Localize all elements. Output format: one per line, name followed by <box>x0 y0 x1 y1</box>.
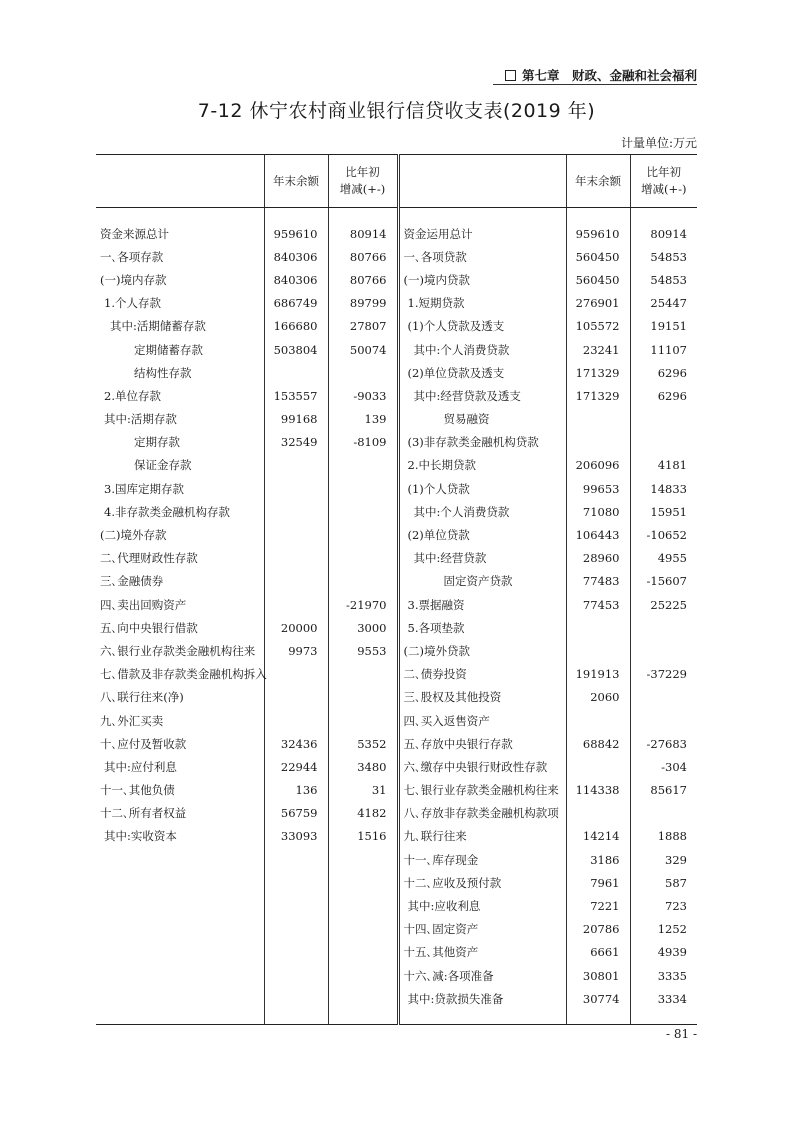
source-item-label: 二､代理财政性存款 <box>100 551 198 566</box>
table-row <box>96 779 697 802</box>
use-balance-value: 560450 <box>566 245 630 268</box>
source-change-value <box>328 941 398 964</box>
source-balance-value: 840306 <box>264 268 328 291</box>
credit-table <box>96 154 697 1025</box>
use-balance-value <box>566 709 630 732</box>
source-item-label: 2.单位存款 <box>104 388 161 403</box>
source-balance-value <box>264 663 328 686</box>
use-balance-value: 23241 <box>566 338 630 361</box>
source-balance-value <box>264 871 328 894</box>
table-body <box>96 208 697 1025</box>
use-item-label: 十六､减:各项准备 <box>403 968 494 983</box>
source-change-value <box>328 709 398 732</box>
source-item-label: 资金来源总计 <box>100 226 169 241</box>
source-change-value: 50074 <box>328 338 398 361</box>
table-row <box>96 408 697 431</box>
source-balance-value <box>264 500 328 523</box>
header-change-right <box>630 155 697 208</box>
table-row <box>96 454 697 477</box>
use-item-label: 一､各项贷款 <box>403 249 467 264</box>
header-change-line1: 比年初 <box>646 165 681 179</box>
table-bottom-cell <box>264 1010 328 1025</box>
use-item-label: (二)境外贷款 <box>403 643 470 658</box>
use-balance-value: 959610 <box>566 208 630 246</box>
table-bottom-cell <box>398 1010 566 1025</box>
source-balance-value: 686749 <box>264 292 328 315</box>
source-balance-value <box>264 848 328 871</box>
source-change-value: 80766 <box>328 245 398 268</box>
source-change-value <box>328 871 398 894</box>
table-bottom-cell <box>630 1010 697 1025</box>
source-balance-value: 959610 <box>264 208 328 246</box>
source-balance-value: 9973 <box>264 639 328 662</box>
source-change-value <box>328 987 398 1010</box>
header-change-line1: 比年初 <box>345 165 380 179</box>
source-balance-value <box>264 941 328 964</box>
use-item-label: 1.短期贷款 <box>407 296 465 311</box>
source-change-value <box>328 454 398 477</box>
use-change-value: 54853 <box>630 245 697 268</box>
use-item-label: 固定资产贷款 <box>443 574 513 589</box>
source-item-label: 七､借款及非存款类金融机构拆入 <box>100 667 267 682</box>
source-item-label <box>96 941 264 964</box>
use-balance-value: 171329 <box>566 361 630 384</box>
table-bottom-cell <box>96 1010 264 1025</box>
use-change-value: 15951 <box>630 500 697 523</box>
source-balance-value: 33093 <box>264 825 328 848</box>
use-change-value <box>630 709 697 732</box>
source-balance-value: 166680 <box>264 315 328 338</box>
use-balance-value: 106443 <box>566 523 630 546</box>
source-item-label: 五､向中央银行借款 <box>100 620 198 635</box>
source-item-label: 十一､其他负债 <box>100 783 175 798</box>
use-balance-value: 6661 <box>566 941 630 964</box>
source-change-value: 27807 <box>328 315 398 338</box>
use-item-label: 六､缴存中央银行财政性存款 <box>403 759 548 774</box>
source-item-label: 其中:活期存款 <box>104 412 177 427</box>
table-header-row <box>96 155 697 208</box>
use-item-label: (3)非存款类金融机构贷款 <box>407 435 539 450</box>
table-row <box>96 616 697 639</box>
use-item-label: 四､买入返售资产 <box>403 713 490 728</box>
unit-label: 计量单位:万元 <box>620 136 697 150</box>
source-change-value <box>328 686 398 709</box>
use-balance-value <box>566 431 630 454</box>
use-balance-value <box>566 616 630 639</box>
source-item-label: 其中:应付利息 <box>104 759 177 774</box>
credit-table-wrap <box>96 154 697 1025</box>
source-item-label: 保证金存款 <box>134 458 192 473</box>
use-change-value: 4181 <box>630 454 697 477</box>
table-row <box>96 802 697 825</box>
chapter-title: 第七章 财政、金融和社会福利 <box>521 68 697 83</box>
use-balance-value: 30774 <box>566 987 630 1010</box>
source-change-value: 3000 <box>328 616 398 639</box>
source-change-value <box>328 547 398 570</box>
source-item-label: 三､金融债券 <box>100 574 164 589</box>
table-row <box>96 755 697 778</box>
table-row <box>96 987 697 1010</box>
page-title: 7-12 休宁农村商业银行信贷收支表(2019 年) <box>197 100 596 122</box>
use-change-value: 85617 <box>630 779 697 802</box>
source-change-value <box>328 523 398 546</box>
source-item-label: 八､联行往来(净) <box>100 690 184 705</box>
source-item-label <box>96 964 264 987</box>
source-change-value <box>328 848 398 871</box>
use-balance-value: 30801 <box>566 964 630 987</box>
use-item-label: 十五､其他资产 <box>403 945 479 960</box>
table-row <box>96 941 697 964</box>
source-balance-value <box>264 570 328 593</box>
use-balance-value <box>566 639 630 662</box>
source-change-value: 80914 <box>328 208 398 246</box>
source-balance-value <box>264 361 328 384</box>
source-item-label: 一､各项存款 <box>100 249 164 264</box>
use-item-label: 贸易融资 <box>443 412 490 427</box>
use-item-label: (一)境内贷款 <box>403 272 470 287</box>
use-item-label: 5.各项垫款 <box>407 620 465 635</box>
table-bottom-cell <box>328 1010 398 1025</box>
use-change-value <box>630 408 697 431</box>
use-change-value: -27683 <box>630 732 697 755</box>
source-item-label: 其中:活期储蓄存款 <box>110 319 206 334</box>
use-change-value: -304 <box>630 755 697 778</box>
source-item-label: 结构性存款 <box>134 365 192 380</box>
source-item-label: (二)境外存款 <box>100 528 167 543</box>
source-item-label: 定期储蓄存款 <box>134 342 203 357</box>
use-change-value <box>630 431 697 454</box>
use-balance-value: 171329 <box>566 384 630 407</box>
source-item-label: 3.国库定期存款 <box>104 481 184 496</box>
source-item-label <box>96 848 264 871</box>
source-item-label <box>96 894 264 917</box>
use-change-value: -37229 <box>630 663 697 686</box>
source-change-value <box>328 500 398 523</box>
use-change-value: 6296 <box>630 384 697 407</box>
source-item-label: 其中:实收资本 <box>104 829 177 844</box>
use-balance-value: 2060 <box>566 686 630 709</box>
source-item-label: 4.非存款类金融机构存款 <box>104 504 230 519</box>
table-row <box>96 663 697 686</box>
use-change-value: 80914 <box>630 208 697 246</box>
source-change-value: 31 <box>328 779 398 802</box>
source-change-value <box>328 361 398 384</box>
use-change-value: 11107 <box>630 338 697 361</box>
use-balance-value: 3186 <box>566 848 630 871</box>
use-change-value: 3334 <box>630 987 697 1010</box>
use-item-label: 七､银行业存款类金融机构往来 <box>403 783 559 798</box>
use-item-label: 其中:个人消费贷款 <box>413 504 510 519</box>
table-row <box>96 245 697 268</box>
source-balance-value: 840306 <box>264 245 328 268</box>
table-row <box>96 338 697 361</box>
use-change-value: -10652 <box>630 523 697 546</box>
source-change-value: 5352 <box>328 732 398 755</box>
use-balance-value: 77483 <box>566 570 630 593</box>
use-item-label: 五､存放中央银行存款 <box>403 736 513 751</box>
source-change-value <box>328 918 398 941</box>
source-balance-value <box>264 686 328 709</box>
use-change-value <box>630 802 697 825</box>
table-row <box>96 639 697 662</box>
use-change-value: 54853 <box>630 268 697 291</box>
use-item-label: 八､存放非存款类金融机构款项 <box>403 806 559 821</box>
header-rule <box>493 84 697 85</box>
source-item-label <box>96 987 264 1010</box>
use-item-label: 资金运用总计 <box>403 226 473 241</box>
use-item-label: 九､联行往来 <box>403 829 467 844</box>
table-row <box>96 964 697 987</box>
use-change-value: 25447 <box>630 292 697 315</box>
use-change-value: 19151 <box>630 315 697 338</box>
use-change-value: 329 <box>630 848 697 871</box>
source-balance-value <box>264 987 328 1010</box>
use-balance-value: 14214 <box>566 825 630 848</box>
table-row <box>96 593 697 616</box>
source-item-label: 十二､所有者权益 <box>100 806 187 821</box>
use-balance-value: 7961 <box>566 871 630 894</box>
table-row <box>96 431 697 454</box>
use-change-value: 4939 <box>630 941 697 964</box>
source-balance-value: 32549 <box>264 431 328 454</box>
table-row <box>96 547 697 570</box>
source-change-value: -21970 <box>328 593 398 616</box>
header-change-line2: 增减(+-) <box>641 182 687 196</box>
source-balance-value <box>264 454 328 477</box>
use-change-value: 6296 <box>630 361 697 384</box>
source-item-label <box>96 871 264 894</box>
table-row <box>96 500 697 523</box>
use-balance-value: 68842 <box>566 732 630 755</box>
use-balance-value: 105572 <box>566 315 630 338</box>
use-balance-value <box>566 755 630 778</box>
header-blank-left <box>96 155 264 208</box>
source-change-value <box>328 663 398 686</box>
source-item-label: 四､卖出回购资产 <box>100 597 187 612</box>
use-change-value: 1252 <box>630 918 697 941</box>
header-change-left <box>328 155 398 208</box>
use-item-label: 2.中长期贷款 <box>407 458 476 473</box>
table-row <box>96 871 697 894</box>
source-item-label <box>96 918 264 941</box>
source-change-value: 80766 <box>328 268 398 291</box>
table-row <box>96 894 697 917</box>
use-balance-value: 99653 <box>566 477 630 500</box>
source-balance-value: 56759 <box>264 802 328 825</box>
use-change-value: -15607 <box>630 570 697 593</box>
use-item-label: 其中:经营贷款 <box>413 551 487 566</box>
source-balance-value: 136 <box>264 779 328 802</box>
use-balance-value: 20786 <box>566 918 630 941</box>
source-balance-value: 32436 <box>264 732 328 755</box>
use-balance-value: 276901 <box>566 292 630 315</box>
use-item-label: 其中:经营贷款及透支 <box>413 388 521 403</box>
source-item-label: 十､应付及暂收款 <box>100 736 187 751</box>
use-change-value: 14833 <box>630 477 697 500</box>
use-change-value <box>630 639 697 662</box>
source-change-value: 139 <box>328 408 398 431</box>
table-row <box>96 315 697 338</box>
table-row <box>96 686 697 709</box>
use-balance-value: 71080 <box>566 500 630 523</box>
table-row <box>96 918 697 941</box>
use-item-label: 其中:个人消费贷款 <box>413 342 510 357</box>
table-row <box>96 292 697 315</box>
source-change-value <box>328 964 398 987</box>
use-change-value: 25225 <box>630 593 697 616</box>
use-balance-value <box>566 802 630 825</box>
source-balance-value: 20000 <box>264 616 328 639</box>
source-change-value: 89799 <box>328 292 398 315</box>
source-change-value <box>328 894 398 917</box>
use-item-label: 其中:应收利息 <box>407 899 481 914</box>
chapter-header <box>505 66 697 84</box>
source-balance-value: 22944 <box>264 755 328 778</box>
source-balance-value: 153557 <box>264 384 328 407</box>
table-row <box>96 268 697 291</box>
use-balance-value: 560450 <box>566 268 630 291</box>
use-item-label: 十一､库存现金 <box>403 852 479 867</box>
use-item-label: (1)个人贷款及透支 <box>407 319 505 334</box>
source-balance-value <box>264 477 328 500</box>
use-change-value: 1888 <box>630 825 697 848</box>
table-row <box>96 523 697 546</box>
header-balance-left: 年末余额 <box>264 155 328 208</box>
use-change-value: 3335 <box>630 964 697 987</box>
source-balance-value <box>264 918 328 941</box>
table-row <box>96 709 697 732</box>
source-change-value <box>328 570 398 593</box>
use-item-label: 十四､固定资产 <box>403 922 479 937</box>
table-row <box>96 732 697 755</box>
source-item-label: 1.个人存款 <box>104 296 161 311</box>
source-change-value <box>328 477 398 500</box>
source-balance-value <box>264 709 328 732</box>
table-row <box>96 477 697 500</box>
header-balance-right: 年末余额 <box>566 155 630 208</box>
use-balance-value: 28960 <box>566 547 630 570</box>
page-number: - 81 - <box>665 1027 697 1041</box>
use-balance-value: 191913 <box>566 663 630 686</box>
table-row <box>96 825 697 848</box>
source-balance-value <box>264 964 328 987</box>
use-balance-value: 206096 <box>566 454 630 477</box>
use-balance-value: 77453 <box>566 593 630 616</box>
source-change-value: 9553 <box>328 639 398 662</box>
source-balance-value: 503804 <box>264 338 328 361</box>
use-change-value <box>630 616 697 639</box>
use-item-label: (2)单位贷款及透支 <box>407 365 505 380</box>
use-item-label: (1)个人贷款 <box>407 481 470 496</box>
source-change-value: 1516 <box>328 825 398 848</box>
table-bottom-row <box>96 1010 697 1025</box>
source-change-value: -8109 <box>328 431 398 454</box>
source-change-value: 3480 <box>328 755 398 778</box>
checkbox-square-icon <box>505 70 516 81</box>
use-balance-value: 7221 <box>566 894 630 917</box>
source-balance-value <box>264 547 328 570</box>
use-item-label: 二､债券投资 <box>403 667 467 682</box>
source-item-label: (一)境内存款 <box>100 272 167 287</box>
table-row <box>96 208 697 246</box>
source-balance-value: 99168 <box>264 408 328 431</box>
table-row <box>96 384 697 407</box>
use-item-label: 三､股权及其他投资 <box>403 690 502 705</box>
source-change-value: -9033 <box>328 384 398 407</box>
header-blank-right <box>398 155 566 208</box>
use-item-label: 十二､应收及预付款 <box>403 875 502 890</box>
source-change-value: 4182 <box>328 802 398 825</box>
source-balance-value <box>264 894 328 917</box>
table-bottom-cell <box>566 1010 630 1025</box>
source-item-label: 定期存款 <box>134 435 180 450</box>
source-balance-value <box>264 593 328 616</box>
use-change-value: 4955 <box>630 547 697 570</box>
table-row <box>96 361 697 384</box>
table-row <box>96 848 697 871</box>
use-balance-value <box>566 408 630 431</box>
use-change-value: 723 <box>630 894 697 917</box>
use-change-value <box>630 686 697 709</box>
use-balance-value: 114338 <box>566 779 630 802</box>
source-balance-value <box>264 523 328 546</box>
use-change-value: 587 <box>630 871 697 894</box>
use-item-label: 3.票据融资 <box>407 597 465 612</box>
use-item-label: (2)单位贷款 <box>407 528 470 543</box>
use-item-label: 其中:贷款损失准备 <box>407 991 504 1006</box>
source-item-label: 九､外汇买卖 <box>100 713 164 728</box>
table-row <box>96 570 697 593</box>
header-change-line2: 增减(+-) <box>339 182 386 196</box>
source-item-label: 六､银行业存款类金融机构往来 <box>100 643 256 658</box>
